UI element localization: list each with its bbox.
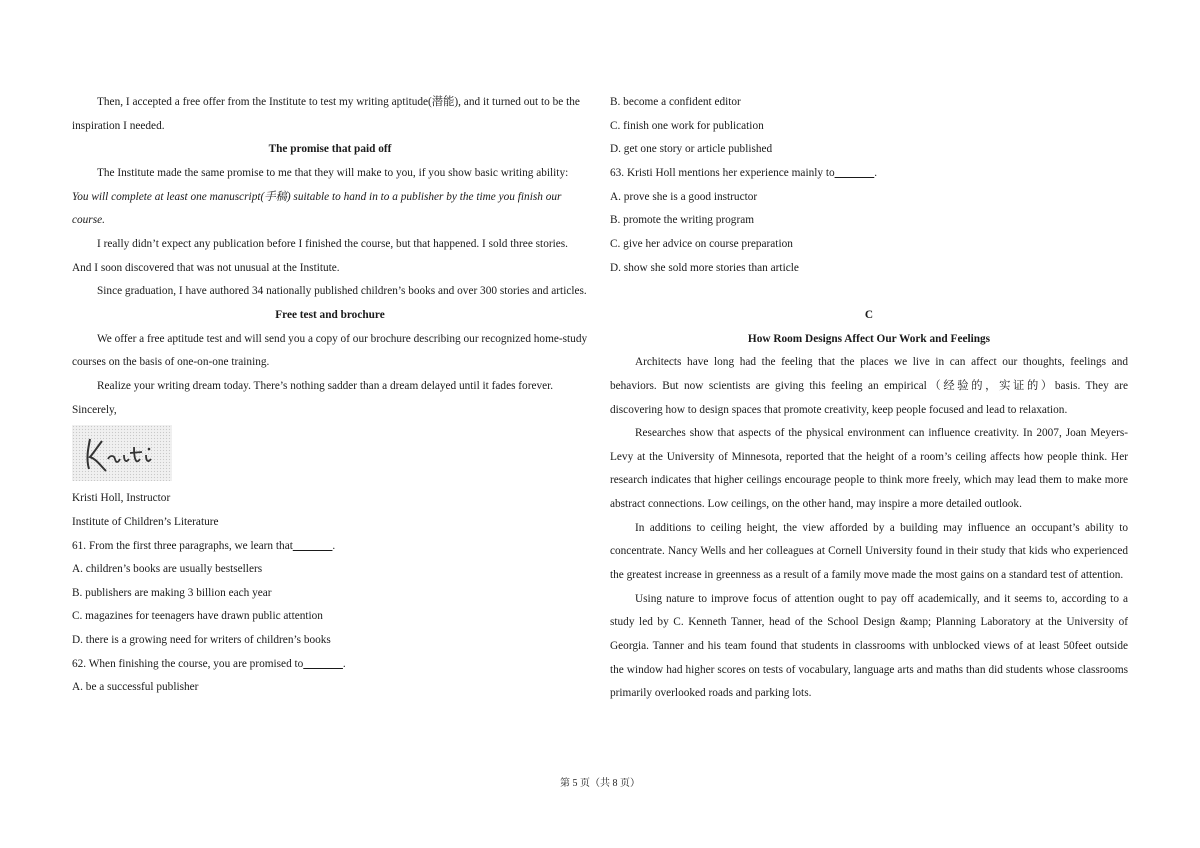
question-62 — [72, 653, 588, 677]
section-heading: The promise that paid off — [268, 143, 392, 156]
option: A. be a successful publisher — [72, 681, 199, 694]
question-text: 62. When finishing the course, you are promised to — [72, 657, 304, 670]
paragraph: We offer a free aptitude test and will send you a copy of our brochure describing our recognized home-study courses on the basis of one-on-one training. — [72, 332, 588, 369]
paragraph: I really didn’t expect any publication before I finished the course, but that happened. I sold three stories. And I soon discovered that was not unusual at the Institute. — [72, 237, 568, 274]
paragraph: Realize your writing dream today. There’s nothing sadder than a dream delayed until it fades forever. — [97, 379, 554, 392]
question-text: 61. From the first three paragraphs, we learn that — [72, 539, 293, 552]
paragraph: Researches show that aspects of the physical environment can influence creativity. In 2007, Joan Meyers-Levy at the University of Minnesota, reported that the height of a room’s ceiling affects how people think. Her research indicates that higher ceilings encourage people to think more freely, which may lead them to make more abstract connections. Low ceilings, on the other hand, may inspire a more detailed outlook. — [610, 427, 1128, 511]
page-footer: 第 5 页（共 8 页） — [560, 778, 640, 789]
answer-blank: _______ — [292, 539, 333, 552]
option: C. give her advice on course preparation — [610, 237, 793, 250]
option: B. publishers are making 3 billion each year — [72, 586, 272, 599]
paragraph: Using nature to improve focus of attention ought to pay off academically, and it seems to, according to a study led by C. Kenneth Tanner, head of the School Design &amp; Planning Laboratory at the University of Georgia. Tanner and his team found that students in classrooms with unblocked views of at least 50feet outside the window had higher scores on tests of vocabulary, language arts and maths than did students whose classrooms primarily overlooked roads and parking lots. — [610, 592, 1128, 700]
quoted-promise: You will complete at least one manuscript(手稿) suitable to hand in to a publisher by the time you finish our course. — [72, 190, 562, 227]
signer-name: Kristi Holl, Instructor — [72, 492, 171, 505]
article-title: How Room Designs Affect Our Work and Feelings — [747, 332, 991, 345]
option: D. get one story or article published — [610, 143, 773, 156]
section-heading: Free test and brochure — [275, 308, 385, 321]
question-end: . — [332, 539, 336, 552]
closing: Sincerely, — [72, 403, 117, 416]
paragraph: Since graduation, I have authored 34 nationally published children’s books and over 300 stories and articles. — [97, 285, 587, 298]
signer-organization: Institute of Children’s Literature — [72, 515, 219, 528]
option: A. prove she is a good instructor — [610, 190, 758, 203]
question-61 — [72, 535, 588, 559]
paragraph: Then, I accepted a free offer from the Institute to test my writing aptitude(潜能), and it turned out to be the inspiration I needed. — [72, 96, 580, 132]
answer-blank: _______ — [834, 166, 875, 179]
option: D. there is a growing need for writers of children’s books — [72, 634, 331, 647]
option: B. become a confident editor — [610, 96, 741, 108]
question-end: . — [874, 166, 878, 179]
signature-image — [72, 425, 172, 481]
paragraph: The Institute made the same promise to me that they will make to you, if you show basic writing ability: — [97, 166, 569, 179]
question-63 — [610, 162, 1128, 186]
answer-blank: _______ — [303, 657, 343, 670]
spacer — [610, 280, 1128, 304]
left-column — [72, 91, 588, 700]
option: C. magazines for teenagers have drawn public attention — [72, 610, 323, 623]
question-text: 63. Kristi Holl mentions her experience mainly to — [610, 166, 835, 179]
section-label: C — [864, 308, 874, 321]
option: A. children’s books are usually bestsellers — [72, 563, 263, 576]
right-column — [610, 91, 1128, 706]
question-end: . — [342, 657, 346, 670]
paragraph: In additions to ceiling height, the view afforded by a building may influence an occupant’s ability to concentrate. Nancy Wells and her colleagues at Cornell University found in their study that kids who experienced the greatest increase in greenness as a result of a family move made the most gains on a standard test of attention. — [610, 521, 1128, 582]
paragraph: Architects have long had the feeling that the places we live in can affect our thoughts, feelings and behaviors. But now scientists are giving this feeling an empirical（经验的，实证的）basis. They are discovering how to design spaces that promote creativity, keep people focused and lead to relaxation. — [610, 356, 1128, 416]
option: B. promote the writing program — [610, 214, 755, 227]
option: C. finish one work for publication — [610, 119, 764, 132]
option: D. show she sold more stories than article — [610, 261, 799, 274]
